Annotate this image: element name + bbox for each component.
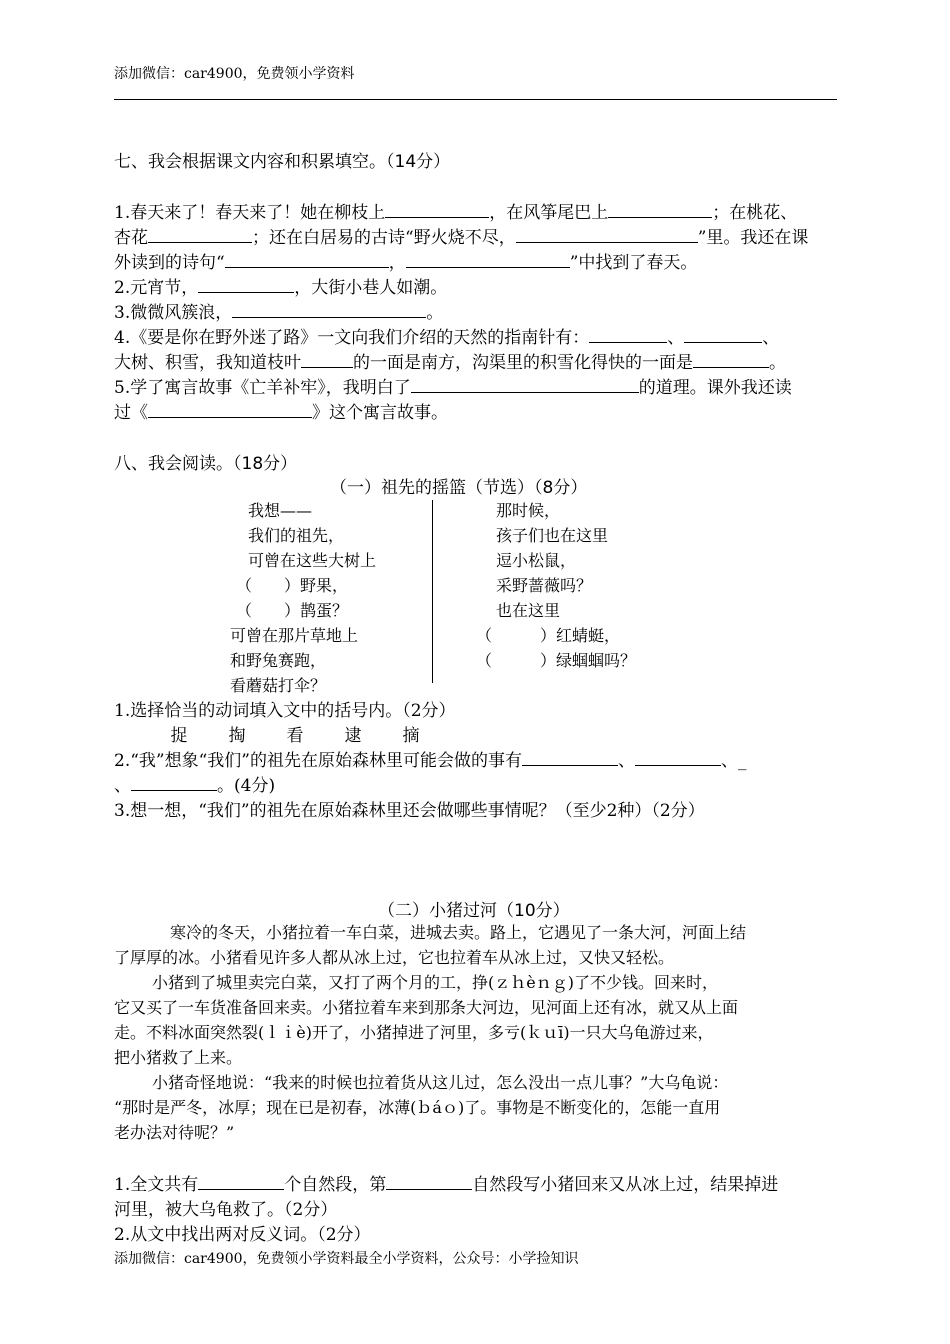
poem-line: 我们的祖先， [248,526,345,545]
text: 的道理。课外我还读 [638,378,792,398]
text: 1.全文共有 [114,1175,199,1195]
passage-line: 了厚厚的冰。小猪看见许多人都从冰上过，它也拉着车从冰上过，又快又轻松。 [114,948,675,967]
text: 自然段写小猪回来又从冰上过，结果掉进 [472,1175,779,1195]
passage-1-title: （一）祖先的摇篮（节选）（8分） [330,478,588,498]
passage-line: 小猪奇怪地说：“我来的时候也拉着货从这儿过，怎么没出一点儿事？”大乌龟说： [152,1073,729,1092]
s7-q4-line1 [114,323,779,348]
text: 、_ [720,751,747,771]
poem-line: （ ）野果， [236,576,349,595]
p1-q1: 1.选择恰当的动词填入文中的括号内。（2分） [114,701,456,721]
passage-line: “那时是严冬，冰厚；现在已是初春，冰薄(ｂáｏ)了。事物是不断变化的，怎能一直用 [114,1098,721,1117]
text: 2.元宵节， [114,278,199,298]
text: 外读到的诗句“ [114,253,225,273]
answer-blank[interactable] [131,776,217,791]
text: 3.微微风簇浪， [114,303,233,323]
answer-blank[interactable] [693,353,769,368]
s7-q5-line2 [114,398,448,423]
poem-divider [432,500,433,683]
text: ；还在白居易的古诗“野火烧不尽， [252,228,516,248]
text: 个自然段，第 [284,1175,387,1195]
answer-blank[interactable] [385,203,489,218]
text: 。 [426,303,444,323]
text: 、 [617,751,635,771]
text: ”里。我还在课 [697,228,809,248]
p1-q2-line2 [114,771,275,796]
text: 。(4分) [217,776,276,796]
verb-choice: 摘 [402,726,420,746]
text: ，在风筝尾巴上 [489,203,609,223]
s7-q1-line1 [114,198,797,223]
text: 。 [769,353,786,373]
text: 1.春天来了！春天来了！她在柳枝上 [114,203,386,223]
text: 的一面是南方，沟渠里的积雪化得快的一面是 [353,353,693,373]
s7-q2 [114,273,447,298]
text: 2.“我”想象“我们”的祖先在原始森林里可能会做的事有 [114,751,522,771]
answer-blank[interactable] [608,203,712,218]
passage-line: 把小猪救了上来。 [114,1048,243,1067]
section-8-title: 八、我会阅读。（18分） [114,454,298,474]
answer-blank[interactable] [406,253,570,268]
answer-blank[interactable] [589,328,667,343]
page-header: 添加微信：car4900，免费领小学资料 [114,66,355,82]
text: ；在桃花、 [712,203,798,223]
passage-2-title: （二）小猪过河（10分） [378,901,570,921]
poem-line: 也在这里 [496,601,561,620]
p1-q2-line1 [114,746,746,771]
s7-q3 [114,298,443,323]
text: 4.《要是你在野外迷了路》一文向我们介绍的天然的指南针有： [114,328,590,348]
poem-line: 孩子们也在这里 [496,526,609,545]
verb-choice: 掏 [228,726,246,746]
answer-blank[interactable] [684,328,762,343]
poem-line: 逗小松鼠， [496,551,577,570]
poem-line: 我想—— [248,501,313,520]
poem-line: 那时候， [496,501,561,520]
header-divider [114,99,837,100]
s7-q1-line3 [114,248,697,273]
text: ，大街小巷人如潮。 [294,278,448,298]
poem-line: 采野蔷薇吗？ [496,576,593,595]
verb-choice: 逮 [344,726,362,746]
passage-line: 走。不料冰面突然裂(ｌｉè)开了，小猪掉进了河里，多亏(ｋｕī)一只大乌龟游过来， [114,1023,714,1042]
poem-line: 可曾在那片草地上 [230,626,359,645]
verb-choices [150,721,440,746]
text: 5.学了寓言故事《亡羊补牢》，我明白了 [114,378,411,398]
poem-line: 可曾在这些大树上 [248,551,377,570]
section-7-title: 七、我会根据课文内容和积累填空。（14分） [114,152,451,172]
passage-line: 小猪到了城里卖完白菜，又打了两个月的工，挣(ｚｈèｎｇ)了不少钱。回来时， [152,973,718,992]
poem-line: （ ）绿蝈蝈吗？ [476,651,637,670]
answer-blank[interactable] [198,1175,284,1190]
p2-q1-line1 [114,1170,778,1195]
answer-blank[interactable] [301,353,353,368]
passage-line: 它又买了一车货准备回来卖。小猪拉着车来到那条大河边，见河面上还有冰，就又从上面 [114,998,739,1017]
p2-q2: 2.从文中找出两对反义词。（2分） [114,1225,371,1245]
s7-q5-line1 [114,373,792,398]
answer-blank[interactable] [522,751,618,766]
text: 杏花 [114,228,148,248]
s7-q4-line2 [114,348,786,373]
verb-choice: 看 [286,726,304,746]
answer-blank[interactable] [516,228,698,243]
p1-q3: 3.想一想，“我们”的祖先在原始森林里还会做哪些事情呢？（至少2种）（2分） [114,801,705,821]
text: 大树、积雪，我知道枝叶 [114,353,301,373]
poem-left-column [230,498,420,698]
answer-blank[interactable] [635,751,721,766]
poem-right-column [476,498,676,673]
text: 过《 [114,403,148,423]
poem-line: 看蘑菇打伞？ [230,676,327,695]
text: ”中找到了春天。 [569,253,698,273]
answer-blank[interactable] [148,403,312,418]
text: 》这个寓言故事。 [312,403,448,423]
text: 、 [667,328,685,348]
poem-line: （ ）鹊蛋？ [236,601,349,620]
poem-line: （ ）红蜻蜓， [476,626,621,645]
passage-line: 寒冷的冬天，小猪拉着一车白菜，进城去卖。路上，它遇见了一条大河，河面上结 [170,923,747,942]
text: 、 [762,328,780,348]
answer-blank[interactable] [198,278,294,293]
text: 、 [114,776,131,796]
answer-blank[interactable] [225,253,389,268]
answer-blank[interactable] [411,378,639,393]
verb-choice: 捉 [170,726,188,746]
answer-blank[interactable] [148,228,252,243]
answer-blank[interactable] [386,1175,472,1190]
p2-q1-line2: 河里，被大乌龟救了。（2分） [114,1200,338,1220]
poem-line: 和野兔赛跑， [230,651,327,670]
text: ， [388,253,406,273]
passage-2-body [114,920,844,1145]
s7-q1-line2 [114,223,808,248]
page-footer: 添加微信：car4900，免费领小学资料最全小学资料，公众号：小学捡知识 [114,1251,579,1267]
answer-blank[interactable] [232,303,426,318]
passage-line: 老办法对待呢？” [114,1123,235,1142]
